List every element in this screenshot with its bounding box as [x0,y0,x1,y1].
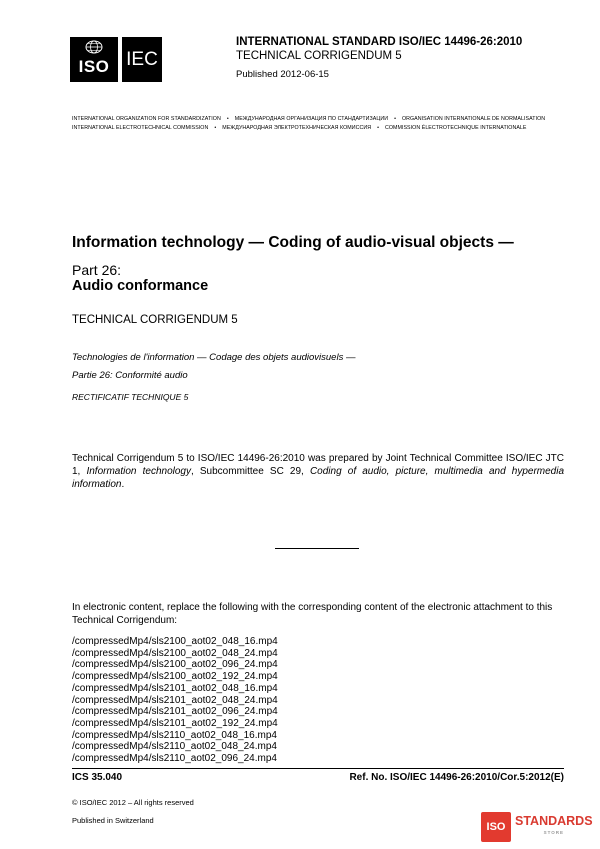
part-title: Audio conformance [72,278,209,294]
org-name: МЕЖДУНАРОДНАЯ ОРГАНИЗАЦИЯ ПО СТАНДАРТИЗАЦИИ [234,116,389,122]
standards-store-logo [481,812,593,842]
file-list [72,636,278,765]
file-list-item: /compressedMp4/sls2110_aot02_048_24.mp4 [72,741,277,753]
separator: • [214,125,217,131]
separator: • [377,125,379,131]
file-list-item: /compressedMp4/sls2110_aot02_096_24.mp4 [72,753,277,765]
standard-title: INTERNATIONAL STANDARD ISO/IEC 14496-26:2010 [236,36,523,48]
file-list-item: /compressedMp4/sls2101_aot02_048_16.mp4 [72,682,278,694]
org-name: ORGANISATION INTERNATIONALE DE NORMALISATION [401,116,546,122]
separator: • [226,116,229,122]
footer-divider [72,768,564,769]
french-part-title: Partie 26: Conformité audio [72,370,188,381]
store-label [515,815,593,839]
file-list-item: /compressedMp4/sls2100_aot02_096_24.mp4 [72,659,278,671]
file-list-item: /compressedMp4/sls2110_aot02_048_16.mp4 [72,729,277,741]
file-list-item: /compressedMp4/sls2101_aot02_096_24.mp4 [72,706,278,718]
technical-corrigendum-label: TECHNICAL CORRIGENDUM 5 [72,314,238,326]
iso-logo-text: ISO [78,56,110,76]
part-number: Part 26: [72,262,122,278]
text-run: Technical Corrigendum 5 to ISO/IEC 14496-26:2010 was prepared by Joint Technical Committee ISO/IEC JTC 1, [72,453,564,477]
org-name: МЕЖДУНАРОДНАЯ ЭЛЕКТРОТЕХНИЧЕСКАЯ КОМИССИЯ [222,125,372,131]
preparation-paragraph [72,452,564,491]
italic-text-run: Coding of audio, picture, multimedia and hypermedia information [72,466,565,490]
file-list-item: /compressedMp4/sls2101_aot02_048_24.mp4 [72,694,278,706]
published-date: Published 2012-06-15 [236,69,329,80]
file-list-item: /compressedMp4/sls2100_aot02_192_24.mp4 [72,671,278,683]
iec-logo [122,37,162,82]
iec-logo-text: IEC [126,48,158,70]
published-in: Published in Switzerland [72,816,154,825]
italic-text-run: Information technology [86,466,191,477]
section-divider [275,548,359,549]
corrigendum-label: TECHNICAL CORRIGENDUM 5 [236,50,402,62]
org-name: INTERNATIONAL ELECTROTECHNICAL COMMISSION [72,125,209,131]
file-list-item: /compressedMp4/sls2100_aot02_048_16.mp4 [72,636,278,647]
french-title: Technologies de l'information — Codage des objets audiovisuels — [72,352,356,363]
org-line-1 [72,116,545,122]
file-list-item: /compressedMp4/sls2101_aot02_192_24.mp4 [72,717,278,729]
iso-logo [70,37,118,82]
separator: • [394,116,396,122]
store-iso-badge: ISO [481,812,511,842]
org-name: INTERNATIONAL ORGANIZATION FOR STANDARDIZATION [72,116,221,122]
store-label-text: STANDARDS [515,814,593,828]
globe-icon [84,40,104,54]
copyright-notice: © ISO/IEC 2012 – All rights reserved [72,798,194,807]
org-line-2 [72,125,526,131]
instruction-paragraph: In electronic content, replace the following with the corresponding content of the electronic attachment to this Technical Corrigendum: [72,602,553,626]
ics-code: ICS 35.040 [72,772,123,783]
file-list-item: /compressedMp4/sls2100_aot02_048_24.mp4 [72,647,278,659]
french-corrigendum-label: RECTIFICATIF TECHNIQUE 5 [72,392,189,402]
text-run: . [121,479,125,490]
iso-iec-logo [70,37,162,82]
document-title: Information technology — Coding of audio-visual objects — [72,234,514,251]
text-run: , Subcommittee SC 29, [190,466,310,477]
org-name: COMMISSION ÉLECTROTECHNIQUE INTERNATIONALE [384,125,527,131]
reference-number: Ref. No. ISO/IEC 14496-26:2010/Cor.5:2012(E) [349,772,564,783]
store-sub-text: STORE [543,830,564,835]
